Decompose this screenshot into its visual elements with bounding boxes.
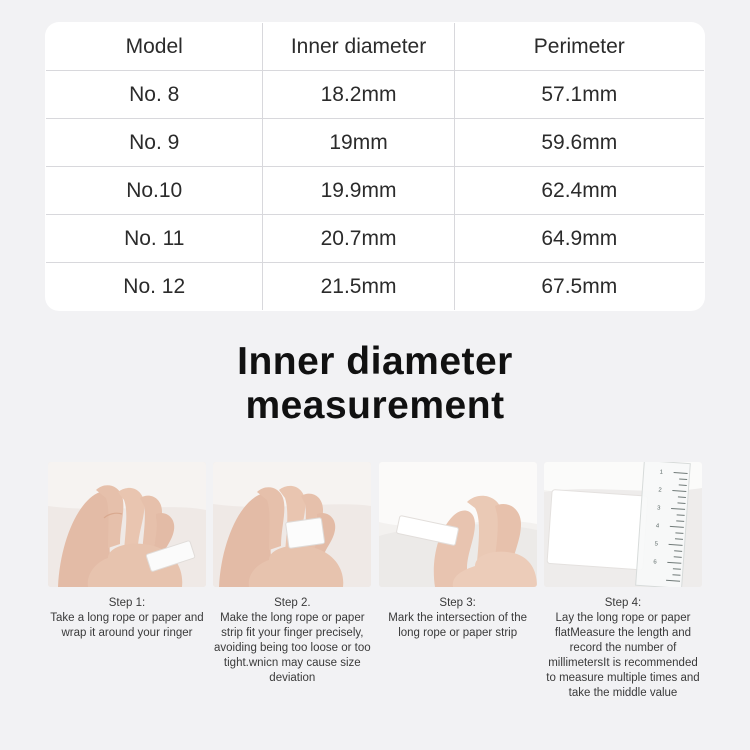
svg-text:3: 3 [656, 505, 661, 512]
step-3 [379, 462, 537, 701]
step-3-photo [379, 462, 537, 587]
svg-text:1: 1 [659, 469, 664, 476]
hand-adjusting-paper-strip-fit-icon [213, 462, 371, 587]
hand-marking-intersection-on-strip-icon [379, 462, 537, 587]
step-1-title: Step 1: [108, 597, 146, 609]
column-header-model: Model [46, 23, 263, 71]
step-2-caption [213, 596, 371, 686]
cell-perimeter: 59.6mm [454, 119, 704, 167]
step-2 [213, 462, 371, 701]
svg-text:4: 4 [655, 523, 660, 530]
step-2-photo [213, 462, 371, 587]
ring-size-table [45, 22, 705, 311]
ruler-measuring-paper-strip-icon [544, 462, 702, 587]
step-1-photo [48, 462, 206, 587]
svg-text:5: 5 [654, 541, 659, 548]
step-4-caption [544, 596, 702, 701]
cell-model: No. 11 [46, 215, 263, 263]
cell-inner-diameter: 21.5mm [263, 263, 454, 311]
cell-inner-diameter: 20.7mm [263, 215, 454, 263]
cell-perimeter: 57.1mm [454, 71, 704, 119]
cell-inner-diameter: 19.9mm [263, 167, 454, 215]
page-title-line1: Inner diameter [237, 340, 513, 383]
table-row [46, 263, 705, 311]
cell-model: No.10 [46, 167, 263, 215]
svg-text:6: 6 [653, 559, 657, 566]
table-row [46, 215, 705, 263]
cell-perimeter: 64.9mm [454, 215, 704, 263]
step-4-photo [544, 462, 702, 587]
cell-inner-diameter: 19mm [263, 119, 454, 167]
step-3-title: Step 3: [439, 597, 476, 609]
step-1 [48, 462, 206, 701]
step-3-body: Mark the intersection of the long rope or paper strip [388, 612, 528, 639]
step-1-caption [48, 596, 206, 641]
cell-perimeter: 67.5mm [454, 263, 704, 311]
step-4-body: Lay the long rope or paper flatMeasure the length and record the number of millimetersIt is recommended to measure multiple times and take the middle value [546, 612, 700, 699]
step-2-body: Make the long rope or paper strip fit your finger precisely, avoiding being too loose or too tight.wnicn may cause size deviation [214, 612, 371, 684]
step-4-title: Step 4: [604, 597, 642, 609]
page-title [0, 340, 750, 428]
table-row [46, 71, 705, 119]
ring-size-table-container [45, 22, 705, 311]
cell-model: No. 9 [46, 119, 263, 167]
table-header-row [46, 23, 705, 71]
table-row [46, 167, 705, 215]
step-1-body: Take a long rope or paper and wrap it around your ringer [50, 612, 204, 639]
column-header-inner-diameter: Inner diameter [263, 23, 454, 71]
step-2-title: Step 2. [274, 597, 311, 609]
page-title-line2: measurement [245, 384, 505, 427]
step-3-caption [379, 596, 537, 641]
step-4 [544, 462, 702, 701]
column-header-perimeter: Perimeter [454, 23, 704, 71]
hand-with-paper-strip-around-finger-icon [48, 462, 206, 587]
cell-model: No. 12 [46, 263, 263, 311]
cell-model: No. 8 [46, 71, 263, 119]
svg-text:2: 2 [658, 487, 662, 494]
table-row [46, 119, 705, 167]
cell-perimeter: 62.4mm [454, 167, 704, 215]
cell-inner-diameter: 18.2mm [263, 71, 454, 119]
steps-container [48, 462, 702, 701]
